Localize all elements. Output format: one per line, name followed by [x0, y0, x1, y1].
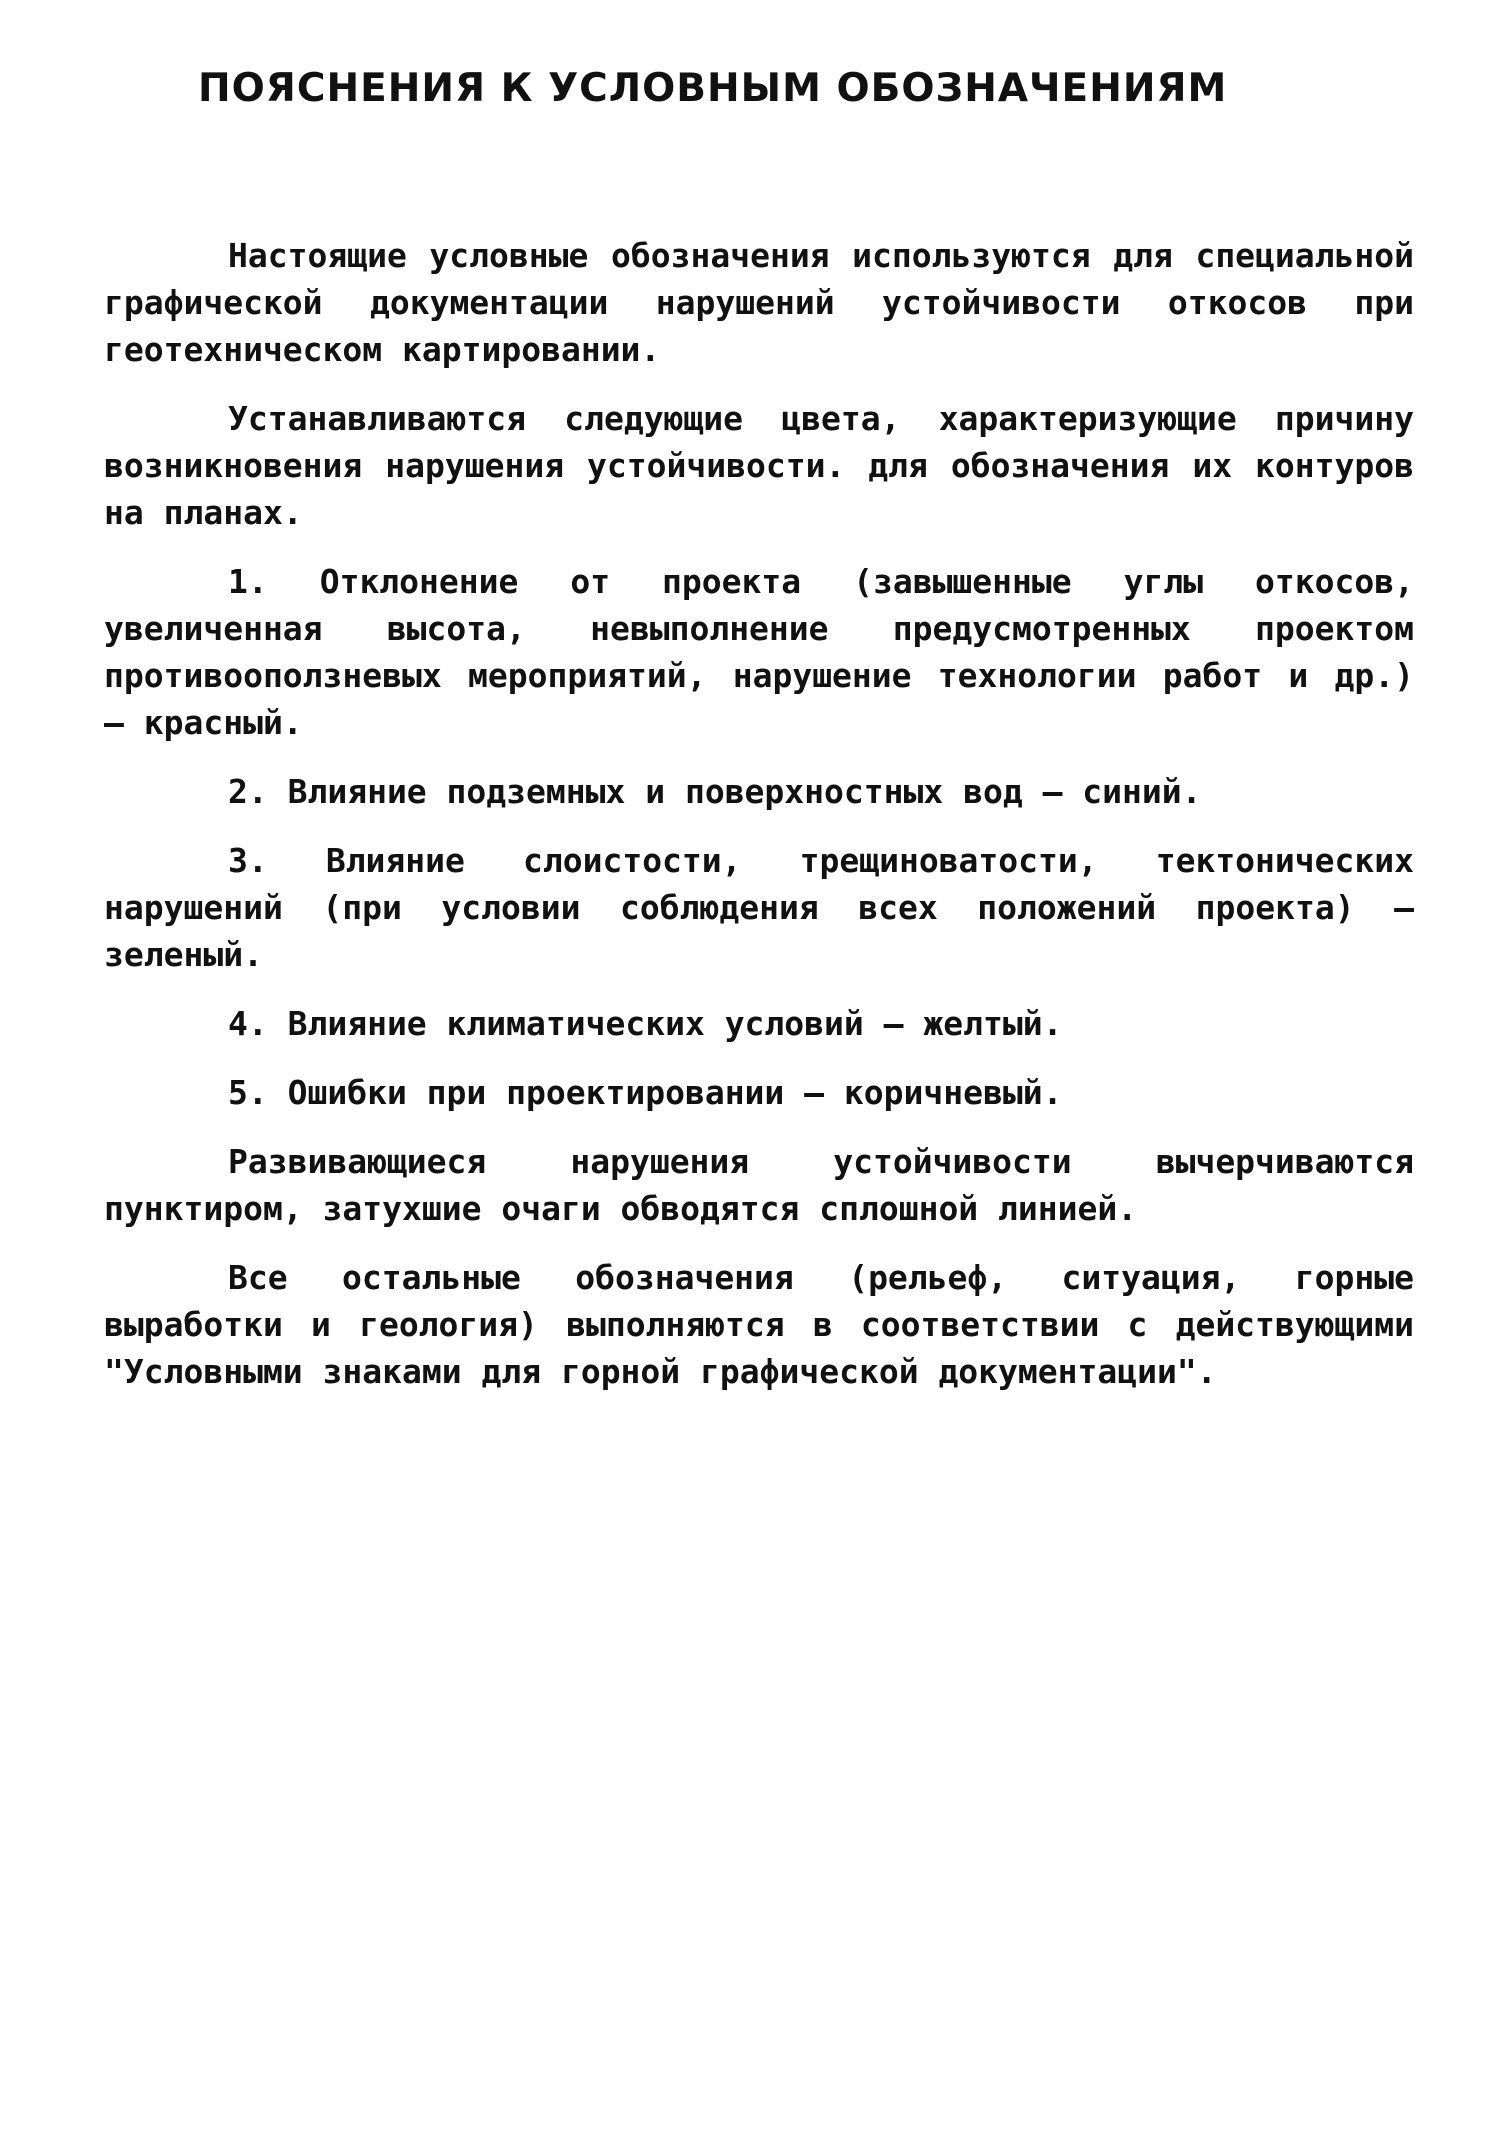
colors-intro-paragraph: Устанавливаются следующие цвета, характеризующие причину возникновения нарушения устойчивости. для обозначения их контуров на планах.	[104, 399, 1414, 532]
list-item: 5. Ошибки при проектировании – коричневый.	[228, 1073, 1063, 1112]
page-title: ПОЯСНЕНИЯ К УСЛОВНЫМ ОБОЗНАЧЕНИЯМ	[198, 66, 1228, 111]
other-note-paragraph: Все остальные обозначения (рельеф, ситуация, горные выработки и геология) выполняются в соответствии с действующими "Условными знаками для горной графической документации".	[104, 1258, 1414, 1391]
list-item: 2. Влияние подземных и поверхностных вод – синий.	[228, 772, 1202, 811]
list-item: 1. Отклонение от проекта (завышенные углы откосов, увеличенная высота, невыполнение предусмотренных проектом противооползневых мероприятий, нарушение технологии работ и др.) – красный.	[104, 562, 1414, 742]
developing-note-paragraph: Развивающиеся нарушения устойчивости вычерчиваются пунктиром, затухшие очаги обводятся сплошной линией.	[104, 1142, 1414, 1228]
intro-paragraph: Настоящие условные обозначения используются для специальной графической документации нарушений устойчивости откосов при геотехническом картировании.	[104, 236, 1414, 369]
list-item: 3. Влияние слоистости, трещиноватости, тектонических нарушений (при условии соблюдения всех положений проекта) – зеленый.	[104, 841, 1414, 974]
list-item: 4. Влияние климатических условий – желтый.	[228, 1004, 1063, 1043]
document-body	[104, 232, 1414, 1417]
